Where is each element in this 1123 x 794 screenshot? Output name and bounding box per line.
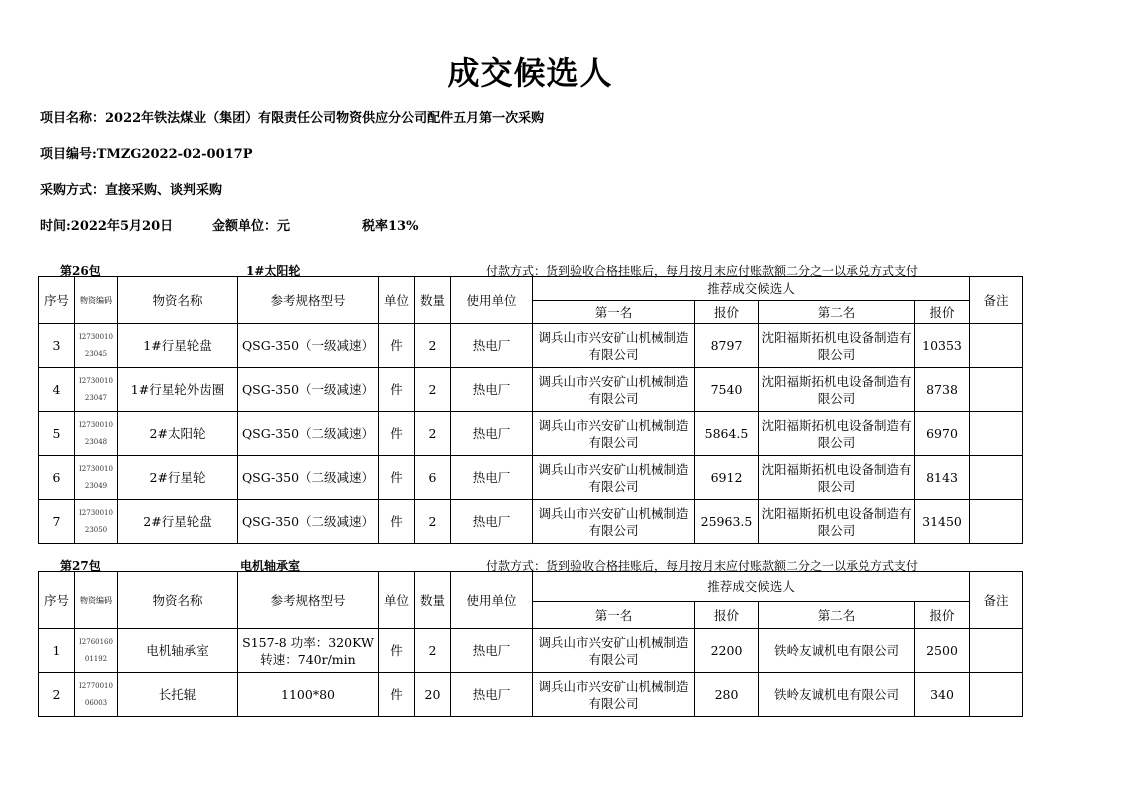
cell-qty: 6 xyxy=(415,456,451,500)
cell-name: 电机轴承室 xyxy=(118,629,238,673)
time-line xyxy=(40,215,418,234)
cell-seq: 5 xyxy=(39,412,75,456)
cell-spec: QSG-350（二级减速） xyxy=(238,412,379,456)
header-first: 第一名 xyxy=(533,602,695,629)
cell-unit: 件 xyxy=(379,412,415,456)
cell-name: 2#太阳轮 xyxy=(118,412,238,456)
project-name: 项目名称：2022年铁法煤业（集团）有限责任公司物资供应分公司配件五月第一次采购 xyxy=(40,111,545,126)
table-row xyxy=(39,673,1023,717)
cell-name: 2#行星轮 xyxy=(118,456,238,500)
cell-price2: 6970 xyxy=(915,412,970,456)
cell-code: I273001023049 xyxy=(75,456,118,500)
header-remark: 备注 xyxy=(970,277,1023,324)
cell-qty: 2 xyxy=(415,368,451,412)
cell-seq: 6 xyxy=(39,456,75,500)
header-spec: 参考规格型号 xyxy=(238,572,379,629)
cell-code: I273001023047 xyxy=(75,368,118,412)
header-second: 第二名 xyxy=(759,602,915,629)
cell-spec: S157-8 功率：320KW 转速：740r/min xyxy=(238,629,379,673)
header-price1: 报价 xyxy=(695,602,759,629)
cell-price1: 25963.5 xyxy=(695,500,759,544)
package-id: 第27包 xyxy=(60,559,101,573)
header-name: 物资名称 xyxy=(118,277,238,324)
cell-first: 调兵山市兴安矿山机械制造有限公司 xyxy=(533,629,695,673)
header-remark: 备注 xyxy=(970,572,1023,629)
amount-unit: 金额单位：元 xyxy=(212,219,291,234)
cell-unit: 件 xyxy=(379,324,415,368)
table-row xyxy=(39,324,1023,368)
cell-first: 调兵山市兴安矿山机械制造有限公司 xyxy=(533,673,695,717)
table-row xyxy=(39,368,1023,412)
cell-spec: 1100*80 xyxy=(238,673,379,717)
cell-price1: 7540 xyxy=(695,368,759,412)
header-user: 使用单位 xyxy=(451,277,533,324)
cell-first: 调兵山市兴安矿山机械制造有限公司 xyxy=(533,324,695,368)
cell-remark xyxy=(970,412,1023,456)
header-unit: 单位 xyxy=(379,572,415,629)
cell-price2: 2500 xyxy=(915,629,970,673)
cell-user: 热电厂 xyxy=(451,324,533,368)
cell-qty: 2 xyxy=(415,324,451,368)
package-name: 1#太阳轮 xyxy=(246,264,301,278)
header-qty: 数量 xyxy=(415,277,451,324)
header-unit: 单位 xyxy=(379,277,415,324)
cell-first: 调兵山市兴安矿山机械制造有限公司 xyxy=(533,412,695,456)
cell-name: 长托辊 xyxy=(118,673,238,717)
header-recommend: 推荐成交候选人 xyxy=(533,277,970,301)
cell-remark xyxy=(970,629,1023,673)
table-row xyxy=(39,456,1023,500)
cell-code: I277001006003 xyxy=(75,673,118,717)
header-code: 物资编码 xyxy=(75,277,118,324)
cell-unit: 件 xyxy=(379,673,415,717)
cell-seq: 1 xyxy=(39,629,75,673)
cell-qty: 20 xyxy=(415,673,451,717)
cell-spec: QSG-350（二级减速） xyxy=(238,500,379,544)
cell-price1: 2200 xyxy=(695,629,759,673)
cell-price2: 340 xyxy=(915,673,970,717)
cell-qty: 2 xyxy=(415,500,451,544)
header-user: 使用单位 xyxy=(451,572,533,629)
cell-remark xyxy=(970,673,1023,717)
cell-second: 铁岭友诚机电有限公司 xyxy=(759,673,915,717)
cell-second: 沈阳福斯拓机电设备制造有限公司 xyxy=(759,368,915,412)
header-price2: 报价 xyxy=(915,602,970,629)
cell-price2: 31450 xyxy=(915,500,970,544)
header-seq: 序号 xyxy=(39,572,75,629)
cell-remark xyxy=(970,324,1023,368)
purchase-method: 采购方式：直接采购、谈判采购 xyxy=(40,183,223,198)
cell-code: I273001023050 xyxy=(75,500,118,544)
cell-name: 2#行星轮盘 xyxy=(118,500,238,544)
header-seq: 序号 xyxy=(39,277,75,324)
cell-remark xyxy=(970,500,1023,544)
cell-user: 热电厂 xyxy=(451,412,533,456)
cell-user: 热电厂 xyxy=(451,368,533,412)
cell-remark xyxy=(970,456,1023,500)
cell-spec: QSG-350（一级减速） xyxy=(238,368,379,412)
cell-unit: 件 xyxy=(379,368,415,412)
cell-first: 调兵山市兴安矿山机械制造有限公司 xyxy=(533,456,695,500)
cell-seq: 2 xyxy=(39,673,75,717)
cell-user: 热电厂 xyxy=(451,629,533,673)
cell-user: 热电厂 xyxy=(451,456,533,500)
header-recommend: 推荐成交候选人 xyxy=(533,572,970,602)
cell-price2: 8143 xyxy=(915,456,970,500)
header-price1: 报价 xyxy=(695,301,759,324)
document-title: 成交候选人 xyxy=(447,54,613,92)
header-price2: 报价 xyxy=(915,301,970,324)
cell-second: 铁岭友诚机电有限公司 xyxy=(759,629,915,673)
cell-first: 调兵山市兴安矿山机械制造有限公司 xyxy=(533,500,695,544)
cell-qty: 2 xyxy=(415,629,451,673)
cell-code: I273001023048 xyxy=(75,412,118,456)
cell-user: 热电厂 xyxy=(451,673,533,717)
table-row xyxy=(39,500,1023,544)
cell-name: 1#行星轮盘 xyxy=(118,324,238,368)
header-qty: 数量 xyxy=(415,572,451,629)
cell-spec: QSG-350（二级减速） xyxy=(238,456,379,500)
cell-price1: 8797 xyxy=(695,324,759,368)
cell-user: 热电厂 xyxy=(451,500,533,544)
candidate-table xyxy=(38,571,1023,717)
cell-price1: 280 xyxy=(695,673,759,717)
cell-code: I273001023045 xyxy=(75,324,118,368)
header-first: 第一名 xyxy=(533,301,695,324)
package-id: 第26包 xyxy=(60,264,101,278)
cell-price1: 6912 xyxy=(695,456,759,500)
cell-seq: 7 xyxy=(39,500,75,544)
payment-terms: 付款方式：货到验收合格挂账后，每月按月末应付账款额二分之一以承兑方式支付 xyxy=(486,264,919,278)
header-code: 物资编码 xyxy=(75,572,118,629)
cell-seq: 4 xyxy=(39,368,75,412)
package-name: 电机轴承室 xyxy=(240,559,301,573)
cell-price1: 5864.5 xyxy=(695,412,759,456)
cell-second: 沈阳福斯拓机电设备制造有限公司 xyxy=(759,412,915,456)
cell-qty: 2 xyxy=(415,412,451,456)
header-spec: 参考规格型号 xyxy=(238,277,379,324)
candidate-table xyxy=(38,276,1023,544)
cell-remark xyxy=(970,368,1023,412)
table-row xyxy=(39,412,1023,456)
cell-price2: 10353 xyxy=(915,324,970,368)
project-number: 项目编号:TMZG2022-02-0017P xyxy=(40,147,253,162)
header-second: 第二名 xyxy=(759,301,915,324)
cell-unit: 件 xyxy=(379,500,415,544)
payment-terms: 付款方式：货到验收合格挂账后，每月按月末应付账款额二分之一以承兑方式支付 xyxy=(486,559,919,573)
table-row xyxy=(39,629,1023,673)
cell-name: 1#行星轮外齿圈 xyxy=(118,368,238,412)
tax-rate: 税率13% xyxy=(362,219,419,234)
date-text: 时间:2022年5月20日 xyxy=(40,219,174,234)
cell-spec: QSG-350（一级减速） xyxy=(238,324,379,368)
cell-second: 沈阳福斯拓机电设备制造有限公司 xyxy=(759,456,915,500)
cell-second: 沈阳福斯拓机电设备制造有限公司 xyxy=(759,324,915,368)
cell-code: I276016001192 xyxy=(75,629,118,673)
cell-price2: 8738 xyxy=(915,368,970,412)
header-name: 物资名称 xyxy=(118,572,238,629)
cell-unit: 件 xyxy=(379,456,415,500)
cell-seq: 3 xyxy=(39,324,75,368)
cell-second: 沈阳福斯拓机电设备制造有限公司 xyxy=(759,500,915,544)
cell-unit: 件 xyxy=(379,629,415,673)
cell-first: 调兵山市兴安矿山机械制造有限公司 xyxy=(533,368,695,412)
